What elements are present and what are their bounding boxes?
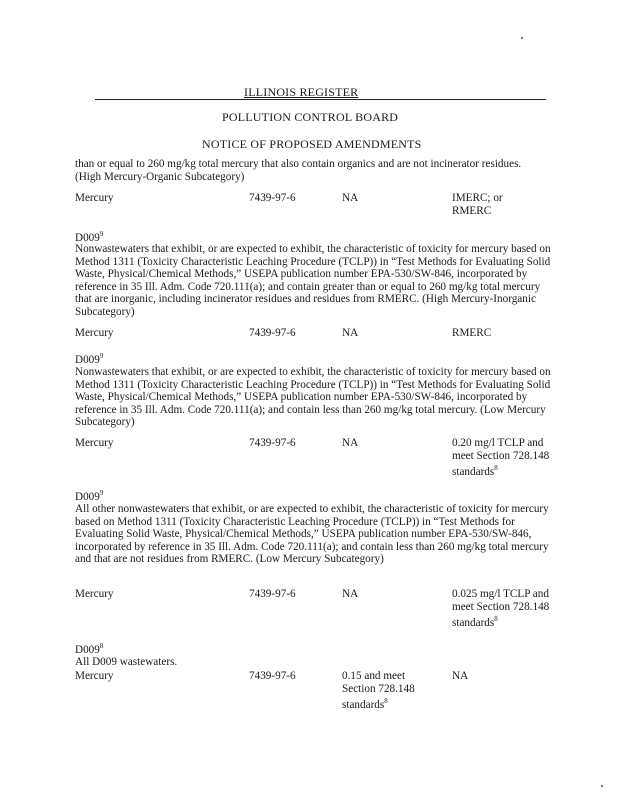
nonwastewater-cell: 0.20 mg/l TCLP and meet Section 728.148 standards$^8$ — [452, 437, 550, 479]
constituent-cell: Mercury — [75, 192, 114, 204]
section-paragraph: Nonwastewaters that exhibit, or are expected to exhibit, the characteristic of toxicity for mercury based on Method 1311 (Toxicity Characteristic Leaching Procedure (TCLP)) in “Test Methods for Evaluating Solid Waste, Physical/Chemical Methods,” USEPA publication number EPA-530/SW-846, incorporated by reference in 35 Ill. Adm. Code 720.111(a); and contain less than 260 mg/kg total mercury. (Low Mercury Subcategory) — [75, 366, 551, 429]
cas-cell: 7439-97-6 — [249, 327, 296, 339]
table-row — [75, 588, 550, 628]
cas-cell: 7439-97-6 — [249, 588, 296, 600]
waste-code: $D009^8$ — [75, 642, 104, 656]
nonwastewater-cell: RMERC — [452, 327, 492, 339]
board-title: POLLUTION CONTROL BOARD — [222, 110, 399, 124]
table-row — [75, 327, 550, 367]
table-row — [75, 192, 550, 232]
header-rule — [95, 99, 546, 100]
nonwastewater-cell: NA — [452, 670, 469, 682]
section-paragraph: All D009 wastewaters. — [75, 656, 178, 668]
nonwastewater-cell: 0.025 mg/l TCLP and meet Section 728.148 standards$^8$ — [452, 588, 550, 630]
section-paragraph: All other nonwastewaters that exhibit, or are expected to exhibit, the characteristic of toxicity for mercury based on Method 1311 (Toxicity Characteristic Leaching Procedure (TCLP)) in “Test Methods for Evaluating Solid Waste, Physical/Chemical Methods,” USEPA publication number EPA-530/SW-846, incorporated by reference in 35 Ill. Adm. Code 720.111(a); and contain less than 260 mg/kg total mercury and that are not residues from RMERC. (Low Mercury Subcategory) — [75, 503, 549, 566]
constituent-cell: Mercury — [75, 437, 114, 449]
cas-cell: 7439-97-6 — [249, 192, 296, 204]
section-paragraph: Nonwastewaters that exhibit, or are expected to exhibit, the characteristic of toxicity for mercury based on Method 1311 (Toxicity Characteristic Leaching Procedure (TCLP)) in “Test Methods for Evaluating Solid Waste, Physical/Chemical Methods,” USEPA publication number EPA-530/SW-846, incorporated by reference in 35 Ill. Adm. Code 720.111(a); and contain greater than or equal to 260 mg/kg total mercury that are inorganic, including incinerator residues and residues from RMERC. (High Mercury-Inorganic Subcategory) — [75, 243, 551, 318]
scan-speck — [601, 785, 603, 787]
nonwastewater-cell: IMERC; or RMERC — [452, 192, 503, 217]
scan-speck — [521, 37, 523, 39]
register-title: ILLINOIS REGISTER — [244, 85, 359, 99]
table-row — [75, 437, 550, 477]
wastewater-cell: NA — [342, 327, 359, 339]
constituent-cell: Mercury — [75, 327, 114, 339]
table-row — [75, 670, 550, 715]
notice-title: NOTICE OF PROPOSED AMENDMENTS — [202, 137, 422, 151]
intro-paragraph: than or equal to 260 mg/kg total mercury that also contain organics and are not incinerator residues. (High Mercury-Organic Subcategory) — [75, 158, 522, 183]
wastewater-cell: 0.15 and meet Section 728.148 standards$^8$ — [342, 670, 415, 712]
waste-code: $D009^9$ — [75, 230, 104, 244]
cas-cell: 7439-97-6 — [249, 437, 296, 449]
wastewater-cell: NA — [342, 192, 359, 204]
cas-cell: 7439-97-6 — [249, 670, 296, 682]
waste-code: $D009^9$ — [75, 489, 104, 503]
constituent-cell: Mercury — [75, 588, 114, 600]
constituent-cell: Mercury — [75, 670, 114, 682]
wastewater-cell: NA — [342, 437, 359, 449]
wastewater-cell: NA — [342, 588, 359, 600]
waste-code: $D009^9$ — [75, 352, 104, 366]
